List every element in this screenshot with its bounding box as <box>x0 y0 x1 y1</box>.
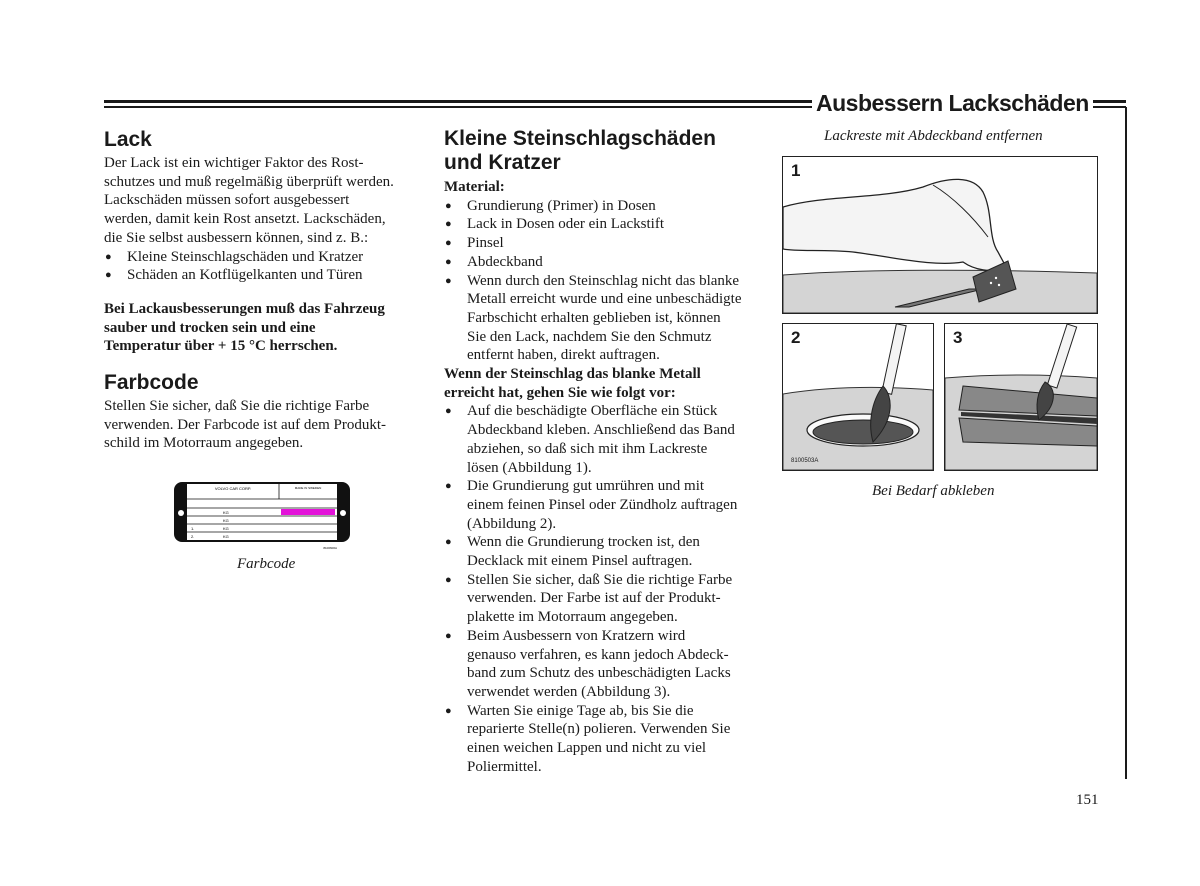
list-item: ● Grundierung (Primer) in Dosen <box>444 197 774 216</box>
farbcode-heading: Farbcode <box>104 371 199 395</box>
steinschlag-heading: Kleine Steinschlagschäden und Kratzer <box>444 127 716 174</box>
plate-row-unit: KG <box>223 510 229 515</box>
figure-code: 8100503A <box>791 458 819 464</box>
figure-3-illustration <box>945 324 1097 470</box>
page-number: 151 <box>1076 792 1099 808</box>
figure-1-number: 1 <box>791 161 801 180</box>
farbcode-caption: Farbcode <box>237 556 296 572</box>
list-item: ● Wenn durch den Steinschlag nicht das blanke Metall erreicht wurde und eine unbeschädigte Farbschicht erhalten geblieben ist, können Sie den Lack, nachdem Sie den Schmutz entfernt haben, direkt auftragen. <box>444 272 774 366</box>
plate-header-right: MADE IN SWEDEN <box>294 486 322 490</box>
steinschlag-column <box>444 127 774 777</box>
plate-hole-right <box>340 510 346 516</box>
paint-code-highlight <box>281 509 335 515</box>
figure-bottom-caption: Bei Bedarf abkleben <box>872 483 995 499</box>
lack-column <box>104 128 424 453</box>
list-item: ● Beim Ausbessern von Kratzern wird genauso verfahren, es kann jedoch Abdeck- band zum Schutz des unbeschädigten Lacks verwendet werden (Abbildung 3). <box>444 627 774 702</box>
figure-1-illustration <box>783 157 1097 313</box>
lack-warning: Bei Lackausbesserungen muß das Fahrzeug sauber und trocken sein und eine Temperatur über + 15 °C herrschen. <box>104 300 385 355</box>
list-item: ● Schäden an Kotflügelkanten und Türen <box>104 266 424 285</box>
list-item: ● Abdeckband <box>444 253 774 272</box>
plate-row-unit: KG <box>223 526 229 531</box>
plate-row-num: 2. <box>191 534 195 539</box>
list-item: ● Lack in Dosen oder ein Lackstift <box>444 215 774 234</box>
figure-top-caption: Lackreste mit Abdeckband entfernen <box>824 128 1043 144</box>
hand-outline <box>783 179 1005 270</box>
figure-2-illustration <box>783 324 933 470</box>
car-surface <box>783 270 1097 313</box>
figure-2-number: 2 <box>791 328 801 347</box>
lack-heading: Lack <box>104 128 152 151</box>
list-item: ● Wenn die Grundierung trocken ist, den Decklack mit einem Pinsel auftragen. <box>444 533 774 570</box>
figure-1 <box>782 156 1098 314</box>
material-list <box>444 197 774 365</box>
figure-3 <box>944 323 1098 471</box>
list-item: ● Auf die beschädigte Oberfläche ein Stück Abdeckband kleben. Anschließend das Band abziehen, so daß sich mit ihm Lackreste lösen (Abbildung 1). <box>444 402 774 477</box>
color-code-plate <box>173 481 353 553</box>
lack-bullet-list <box>104 248 424 285</box>
plate-header-left: VOLVO CAR CORP. <box>214 486 252 491</box>
plate-code-ref: 8100600A <box>323 546 337 550</box>
list-item: ● Stellen Sie sicher, daß Sie die richtige Farbe verwenden. Der Farbe ist auf der Produkt- plakette im Motorraum angegeben. <box>444 571 774 627</box>
chip-hole-inner <box>813 420 913 444</box>
material-label: Material: <box>444 179 505 195</box>
plate-row-unit: KG <box>223 518 229 523</box>
right-margin-rule <box>1125 107 1127 779</box>
list-item: ● Warten Sie einige Tage ab, bis Sie die reparierte Stelle(n) polieren. Verwenden Sie einen weichen Lappen und nicht zu viel Poliermittel. <box>444 702 774 777</box>
farbcode-text: Stellen Sie sicher, daß Sie die richtige Farbe verwenden. Der Farbcode ist auf dem Produkt- schild im Motorraum angegeben. <box>104 398 386 452</box>
list-item: ● Kleine Steinschlagschäden und Kratzer <box>104 248 424 267</box>
figure-3-number: 3 <box>953 328 963 347</box>
figure-2 <box>782 323 934 471</box>
brush-handle <box>882 324 906 394</box>
list-item: ● Pinsel <box>444 234 774 253</box>
plate-row-num: 1. <box>191 526 195 531</box>
list-item: ● Die Grundierung gut umrühren und mit einem feinen Pinsel oder Zündholz auftragen (Abbildung 2). <box>444 477 774 533</box>
plate-hole-left <box>178 510 184 516</box>
lack-intro: Der Lack ist ein wichtiger Faktor des Rost- schutzes und muß regelmäßig überprüft werden. Lackschäden müssen sofort ausgebessert werden, damit kein Rost ansetzt. Lackschäden, die Sie selbst ausbessern können, sind z. B.: <box>104 155 394 246</box>
section-title: Ausbessern Lackschäden <box>812 90 1093 117</box>
plate-row-unit: KG <box>223 534 229 539</box>
metal-label: Wenn der Steinschlag das blanke Metall erreicht hat, gehen Sie wie folgt vor: <box>444 366 701 401</box>
steps-list <box>444 402 774 776</box>
